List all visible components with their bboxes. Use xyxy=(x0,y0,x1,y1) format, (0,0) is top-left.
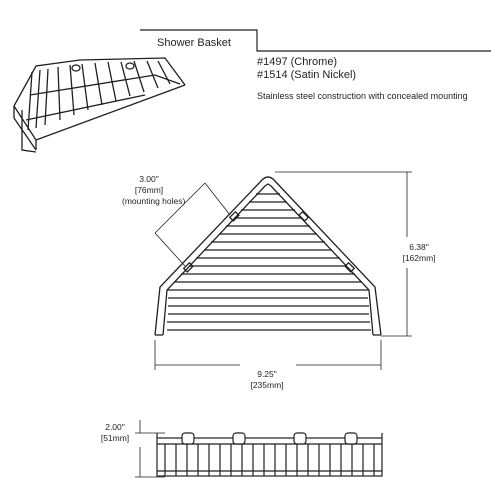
width-inches: 9.25" xyxy=(257,369,277,379)
product-description: Stainless steel construction with concealed mounting xyxy=(257,91,468,101)
width-dimension xyxy=(240,369,294,391)
height-mm: [51mm] xyxy=(100,433,130,443)
mounting-holes-inches: 3.00" xyxy=(139,174,159,184)
basket-top-view xyxy=(155,177,381,335)
basket-perspective-view xyxy=(14,58,185,152)
height-inches: 2.00" xyxy=(105,422,125,432)
mounting-holes-note: (mounting holes) xyxy=(122,196,186,206)
depth-inches: 6.38" xyxy=(409,242,429,252)
model-chrome: #1497 (Chrome) xyxy=(257,56,338,68)
depth-dimension xyxy=(402,242,436,264)
depth-mm: [162mm] xyxy=(402,253,436,263)
height-dimension xyxy=(98,422,132,444)
model-satin-nickel: #1514 (Satin Nickel) xyxy=(257,69,357,81)
mounting-holes-dimension xyxy=(122,174,186,207)
product-title: Shower Basket xyxy=(157,37,231,49)
width-mm: [235mm] xyxy=(250,380,284,390)
basket-front-view xyxy=(157,433,382,476)
mounting-holes-mm: [76mm] xyxy=(134,185,164,195)
